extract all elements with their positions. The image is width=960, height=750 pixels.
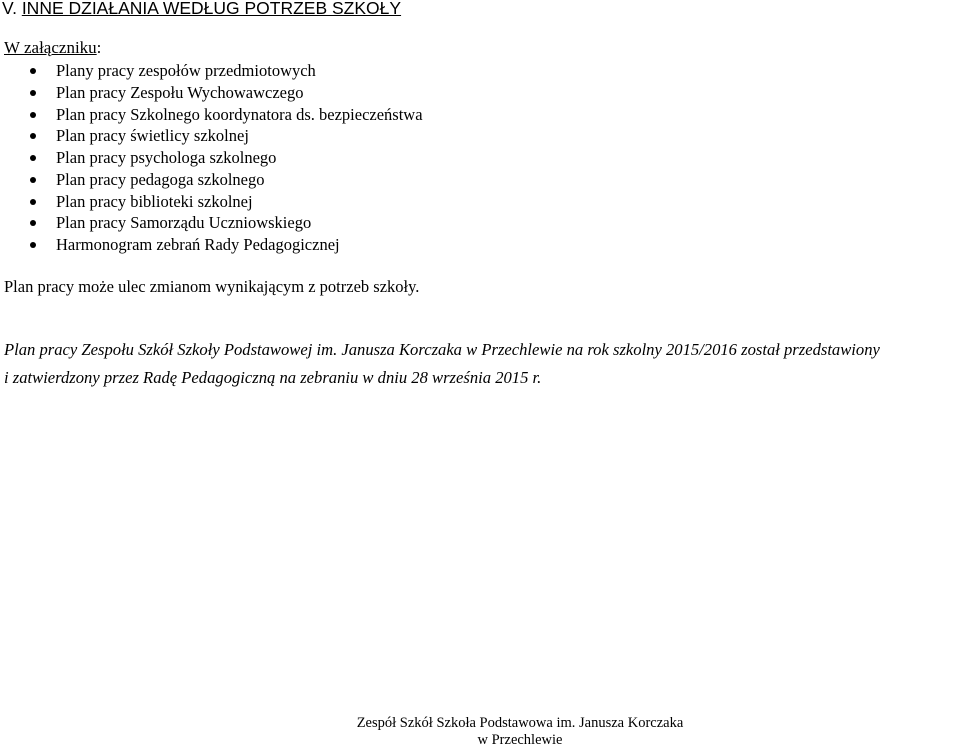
footer-line-2: w Przechlewie [477, 732, 563, 748]
list-item [0, 169, 423, 191]
list-item-text: Plan pracy psychologa szkolnego [56, 148, 277, 167]
approval-statement [4, 336, 960, 392]
bullet-icon [30, 68, 36, 74]
attachments-list [0, 60, 423, 256]
list-item-text: Plan pracy Samorządu Uczniowskiego [56, 213, 312, 233]
section-title: INNE DZIAŁANIA WEDŁUG POTRZEB SZKOŁY [21, 0, 402, 18]
attachments-label-colon: : [96, 38, 102, 57]
list-item-text: Plan pracy Szkolnego koordynatora ds. bezpieczeństwa [56, 104, 423, 124]
approval-line-1: Plan pracy Zespołu Szkół Szkoły Podstawowej im. Janusza Korczaka w Przechlewie na rok szkolny 2015/2016 został przedstawiony [4, 340, 880, 359]
list-item [0, 234, 423, 256]
footer-line-1: Zespół Szkół Szkoła Podstawowa im. Janusza Korczaka [356, 715, 684, 731]
approval-line-2: i zatwierdzony przez Radę Pedagogiczną na zebraniu w dniu 28 września 2015 r. [4, 368, 542, 387]
page-footer [320, 715, 720, 749]
bullet-icon [30, 155, 36, 161]
list-item [0, 212, 423, 234]
list-item [0, 60, 423, 82]
attachments-label [4, 38, 101, 58]
list-item [0, 104, 423, 126]
attachments-label-text: W załączniku [4, 38, 97, 57]
list-item [0, 125, 423, 147]
bullet-icon [30, 133, 36, 139]
bullet-icon [30, 220, 36, 226]
section-number: V. [2, 0, 17, 18]
list-item-text: Plan pracy Zespołu Wychowawczego [56, 82, 304, 102]
list-item [0, 82, 423, 104]
bullet-icon [30, 112, 36, 118]
bullet-icon [30, 199, 36, 205]
change-note: Plan pracy może ulec zmianom wynikającym z potrzeb szkoły. [4, 277, 420, 296]
section-heading [2, 0, 401, 19]
bullet-icon [30, 177, 36, 183]
bullet-icon [30, 242, 36, 248]
list-item [0, 191, 423, 213]
list-item-text: Plan pracy biblioteki szkolnej [56, 191, 253, 211]
list-item-text: Plany pracy zespołów przedmiotowych [56, 61, 316, 80]
bullet-icon [30, 90, 36, 96]
list-item-text: Harmonogram zebrań Rady Pedagogicznej [56, 235, 340, 254]
list-item-text: Plan pracy świetlicy szkolnej [56, 126, 249, 146]
list-item [0, 147, 423, 169]
list-item-text: Plan pracy pedagoga szkolnego [56, 169, 265, 189]
